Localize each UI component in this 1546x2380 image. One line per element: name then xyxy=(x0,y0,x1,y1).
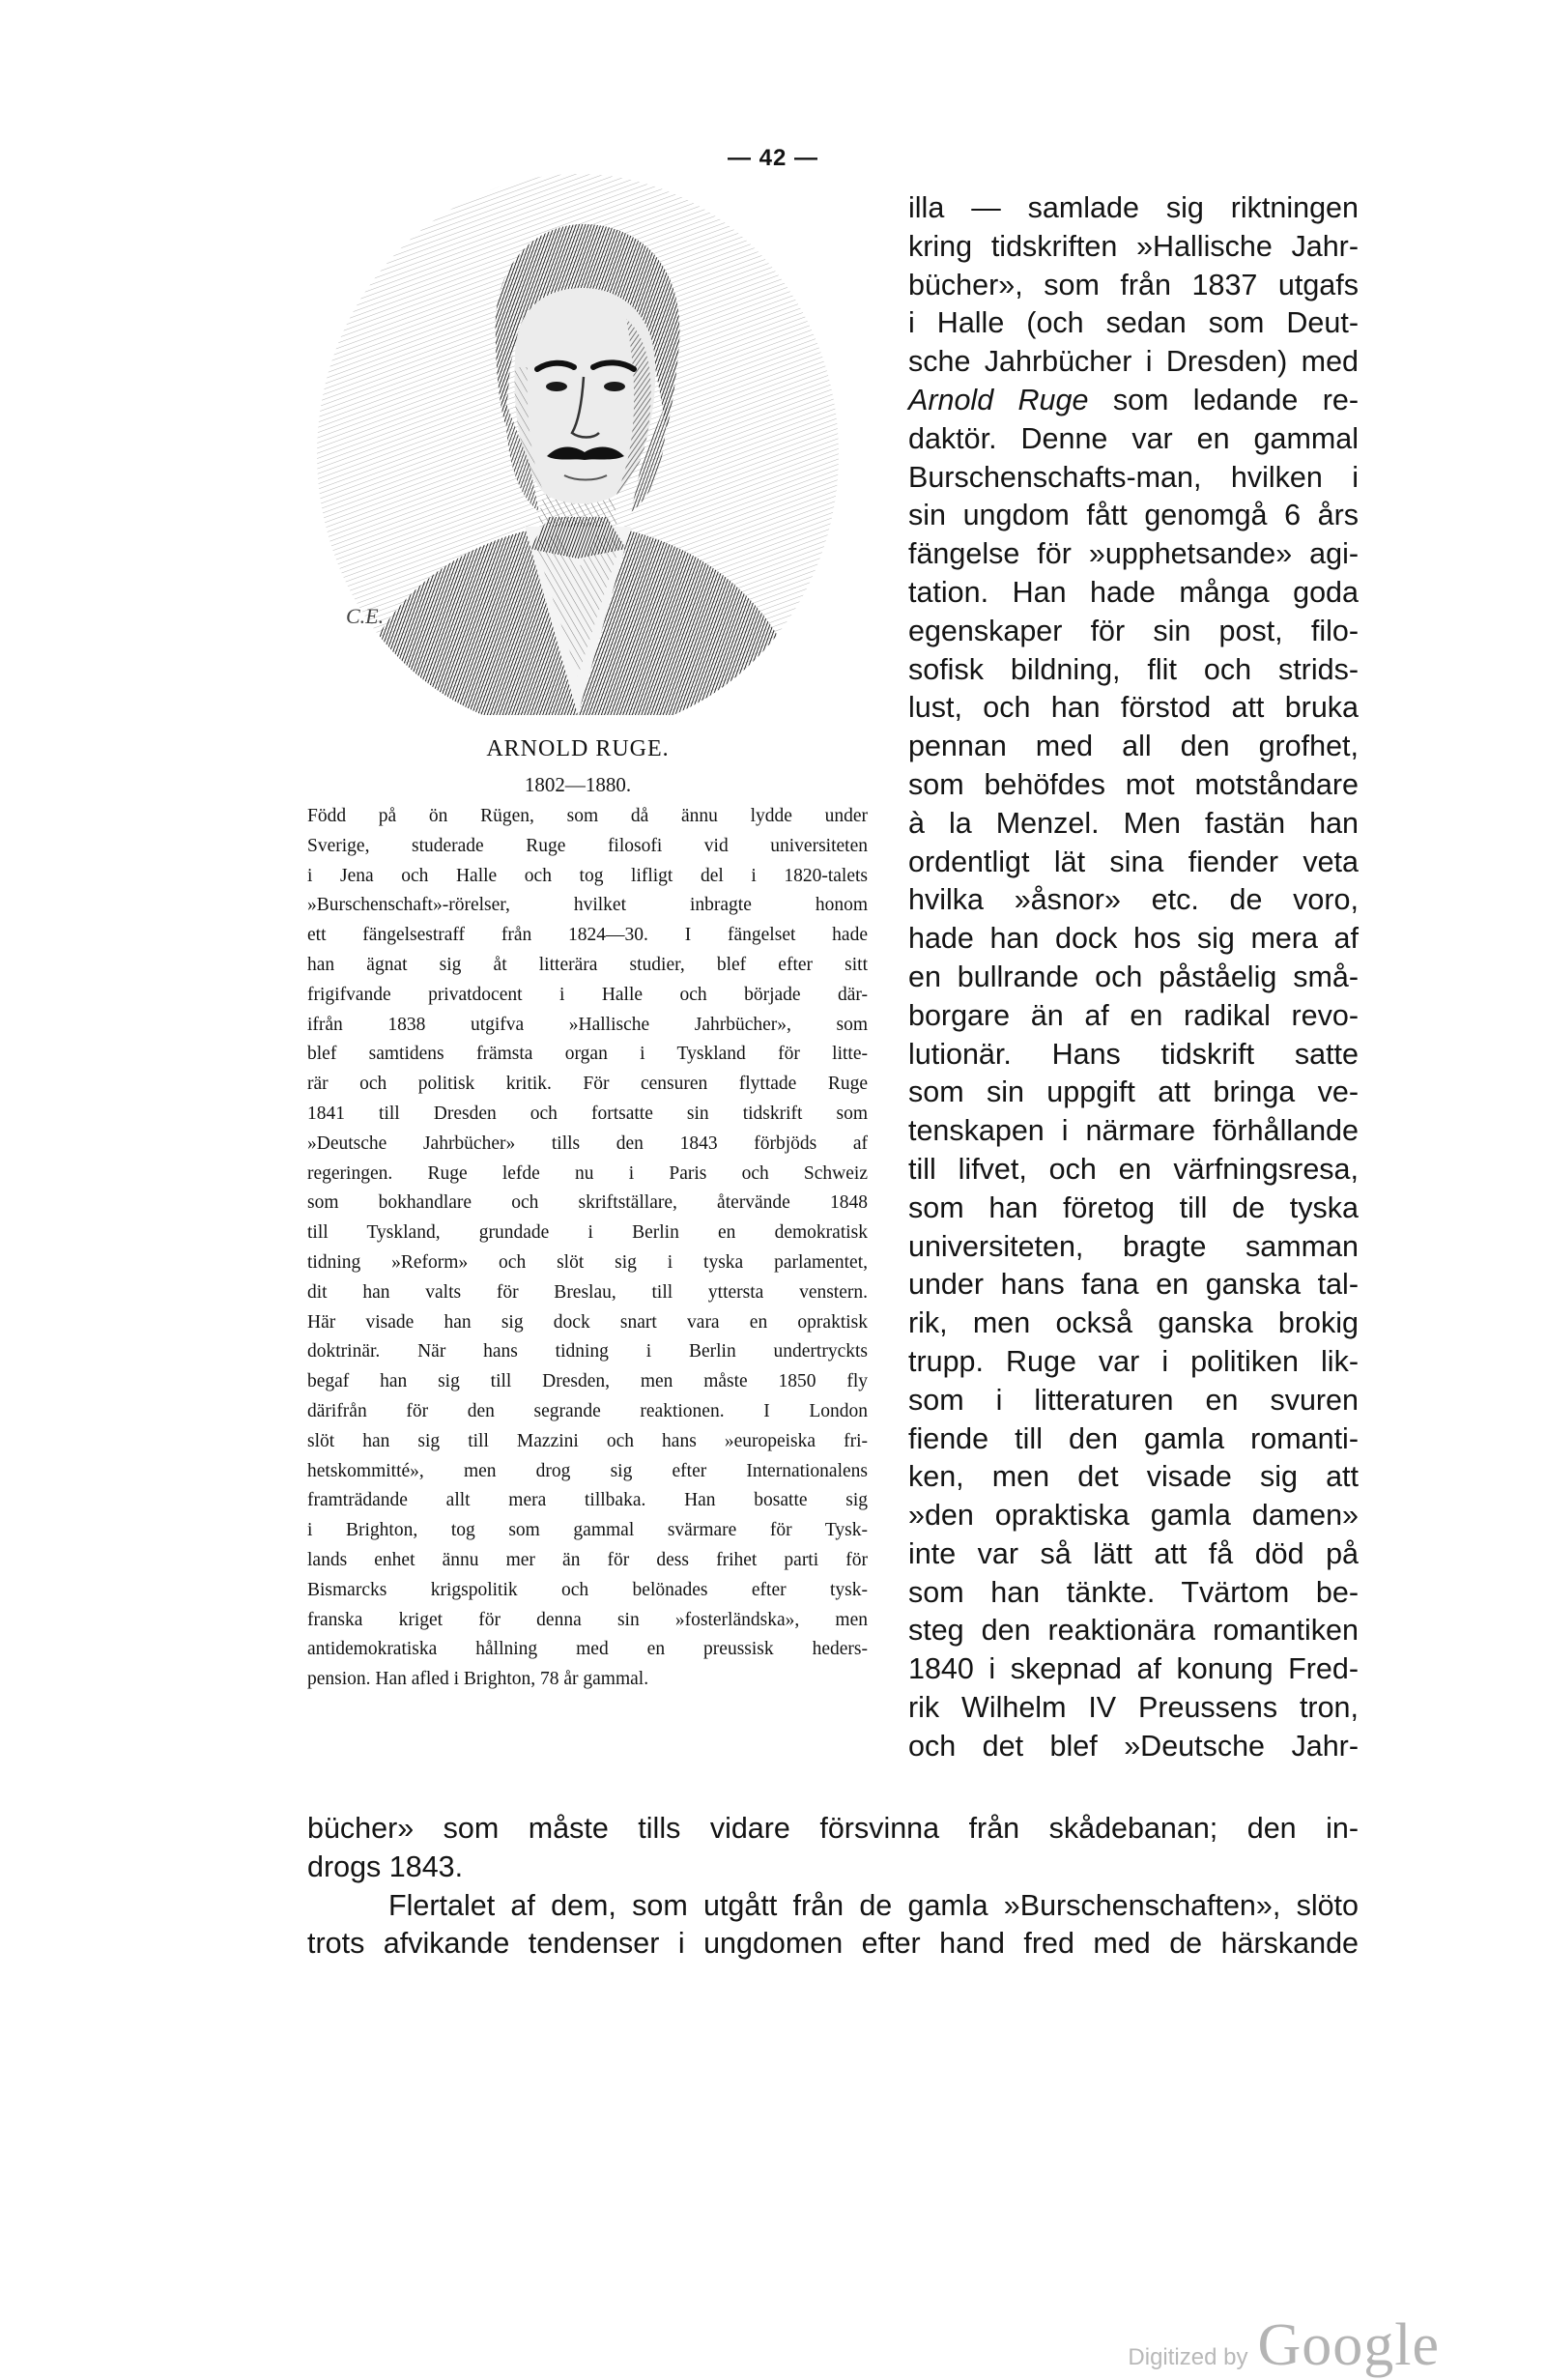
body-line: borgare än af en radikal revo- xyxy=(908,998,1359,1032)
body-line: illa — samlade sig riktningen xyxy=(908,191,1359,224)
bio-line: i Brighton, tog som gammal svärmare för Tysk- xyxy=(307,1520,868,1541)
body-line: en bullrande och påståelig små- xyxy=(908,960,1359,993)
bio-line: Här visade han sig dock snart vara en opraktisk xyxy=(307,1311,868,1333)
bio-line: regeringen. Ruge lefde nu i Paris och Schweiz xyxy=(307,1162,868,1184)
body-line: 1840 i skepnad af konung Fred- xyxy=(908,1652,1359,1686)
body-line: fängelse för »upphetsande» agi- xyxy=(908,537,1359,571)
body-line: tenskapen i närmare förhållande xyxy=(908,1114,1359,1148)
body-line: som han företog till de tyska xyxy=(908,1190,1359,1224)
watermark-prefix: Digitized by xyxy=(1128,2344,1248,2370)
body-line: som i litteraturen en svuren xyxy=(908,1383,1359,1417)
body-line: ordentligt lät sina fiender veta xyxy=(908,845,1359,878)
body-line: bücher» som måste tills vidare försvinna från skådebanan; den in- xyxy=(307,1812,1359,1845)
bio-line: lands enhet ännu mer än för dess frihet parti för xyxy=(307,1549,868,1570)
body-line: under hans fana en ganska tal- xyxy=(908,1268,1359,1302)
body-line: ken, men det visade sig att xyxy=(908,1460,1359,1494)
body-line: steg den reaktionära romantiken xyxy=(908,1614,1359,1648)
caption-name: ARNOLD RUGE. xyxy=(486,736,670,761)
bio-line: frigifvande privatdocent i Halle och började där- xyxy=(307,984,868,1005)
bio-line: 1841 till Dresden och fortsatte sin tidskrift som xyxy=(307,1103,868,1124)
bio-line: ett fängelsestraff från 1824—30. I fängelset hade xyxy=(307,925,868,946)
page-number: — 42 — xyxy=(727,145,819,171)
bio-line: doktrinär. När hans tidning i Berlin undertryckts xyxy=(307,1341,868,1362)
body-line: trupp. Ruge var i politiken lik- xyxy=(908,1344,1359,1378)
caption-dates: 1802—1880. xyxy=(524,773,632,796)
engraver-signature: C.E. xyxy=(346,604,385,628)
body-line: Burschenschafts-man, hvilken i xyxy=(908,460,1359,494)
bio-line: som bokhandlare och skriftställare, återvände 1848 xyxy=(307,1192,868,1214)
bio-line: slöt han sig till Mazzini och hans »europeiska fri- xyxy=(307,1430,868,1451)
bio-line: pension. Han afled i Brighton, 78 år gammal. xyxy=(307,1669,649,1690)
google-logo: Google xyxy=(1257,2312,1440,2378)
bio-line: därifrån för den segrande reaktionen. I London xyxy=(307,1400,868,1421)
body-line: »den opraktiska gamla damen» xyxy=(908,1499,1359,1533)
bio-line: antidemokratiska hållning med en preussisk heders- xyxy=(307,1639,868,1660)
portrait-illustration xyxy=(307,174,848,715)
body-line: som han tänkte. Tvärtom be- xyxy=(908,1575,1359,1609)
body-line: fiende till den gamla romanti- xyxy=(908,1421,1359,1455)
bio-line: Bismarcks krigspolitik och belönades efter tysk- xyxy=(307,1579,868,1600)
body-line: egenskaper för sin post, filo- xyxy=(908,614,1359,647)
body-line: i Halle (och sedan som Deut- xyxy=(908,306,1359,340)
body-line: inte var så lätt att få död på xyxy=(908,1536,1359,1570)
body-line: lutionär. Hans tidskrift satte xyxy=(908,1037,1359,1071)
bio-line: blef samtidens främsta organ i Tyskland för litte- xyxy=(307,1044,868,1065)
body-line: som sin uppgift att bringa ve- xyxy=(908,1075,1359,1109)
body-line: sin ungdom fått genomgå 6 års xyxy=(908,499,1359,532)
body-line: bücher», som från 1837 utgafs xyxy=(908,268,1359,301)
body-line: sofisk bildning, flit och strids- xyxy=(908,652,1359,686)
body-line: till lifvet, och en värfningsresa, xyxy=(908,1152,1359,1186)
body-line: som behöfdes mot motståndare xyxy=(908,767,1359,801)
body-line: hade han dock hos sig mera af xyxy=(908,922,1359,956)
body-line: sche Jahrbücher i Dresden) med xyxy=(908,345,1359,379)
body-line: universiteten, bragte samman xyxy=(908,1229,1359,1263)
bio-line: framträdande allt mera tillbaka. Han bosatte sig xyxy=(307,1490,868,1511)
body-line: pennan med all den grofhet, xyxy=(908,730,1359,763)
bio-line: ifrån 1838 utgifva »Hallische Jahrbücher», som xyxy=(307,1014,868,1035)
body-line: rik, men också ganska brokig xyxy=(908,1306,1359,1340)
bio-line: Sverige, studerade Ruge filosofi vid universiteten xyxy=(307,835,868,856)
biography-caption xyxy=(307,802,868,1695)
bio-line: till Tyskland, grundade i Berlin en demokratisk xyxy=(307,1222,868,1244)
bio-line: rär och politisk kritik. För censuren flyttade Ruge xyxy=(307,1074,868,1095)
right-column-text xyxy=(908,189,1359,1766)
body-line: à la Menzel. Men fastän han xyxy=(908,806,1359,840)
body-line: drogs 1843. xyxy=(307,1850,464,1883)
digitized-watermark xyxy=(1128,2311,1440,2380)
body-line: Flertalet af dem, som utgått från de gamla »Burschenschaften», slöto xyxy=(388,1888,1359,1922)
bio-line: »Deutsche Jahrbücher» tills den 1843 förbjöds af xyxy=(307,1133,868,1154)
bio-line: han ägnat sig åt litterära studier, blef efter sitt xyxy=(307,954,868,975)
bio-line: dit han valts för Breslau, till yttersta venstern. xyxy=(307,1281,868,1303)
bio-line: i Jena och Halle och tog lifligt del i 1820-talets xyxy=(307,865,868,886)
bio-line: Född på ön Rügen, som då ännu lydde under xyxy=(307,806,868,826)
body-line: kring tidskriften »Hallische Jahr- xyxy=(908,229,1359,263)
body-line: trots afvikande tendenser i ungdomen efter hand fred med de härskande xyxy=(307,1927,1359,1961)
italic-name: Arnold Ruge xyxy=(908,383,1089,416)
body-line: hvilka »åsnor» etc. de voro, xyxy=(908,883,1359,917)
bio-line: franska kriget för denna sin »fosterländska», men xyxy=(307,1609,868,1630)
body-line: Arnold Ruge som ledande re- xyxy=(908,383,1359,416)
body-line: rik Wilhelm IV Preussens tron, xyxy=(908,1691,1359,1725)
body-line: daktör. Denne var en gammal xyxy=(908,421,1359,455)
body-line: lust, och han förstod att bruka xyxy=(908,691,1359,725)
body-line: och det blef »Deutsche Jahr- xyxy=(908,1729,1359,1763)
bio-line: hetskommitté», men drog sig efter Internationalens xyxy=(307,1460,868,1481)
portrait-engraving xyxy=(307,174,848,715)
bio-line: tidning »Reform» och slöt sig i tyska parlamentet, xyxy=(307,1251,868,1273)
bio-line: begaf han sig till Dresden, men måste 1850 fly xyxy=(307,1371,868,1392)
body-line: tation. Han hade många goda xyxy=(908,575,1359,609)
bio-line: »Burschenschaft»-rörelser, hvilket inbragte honom xyxy=(307,895,868,916)
full-width-text xyxy=(307,1810,1359,1964)
